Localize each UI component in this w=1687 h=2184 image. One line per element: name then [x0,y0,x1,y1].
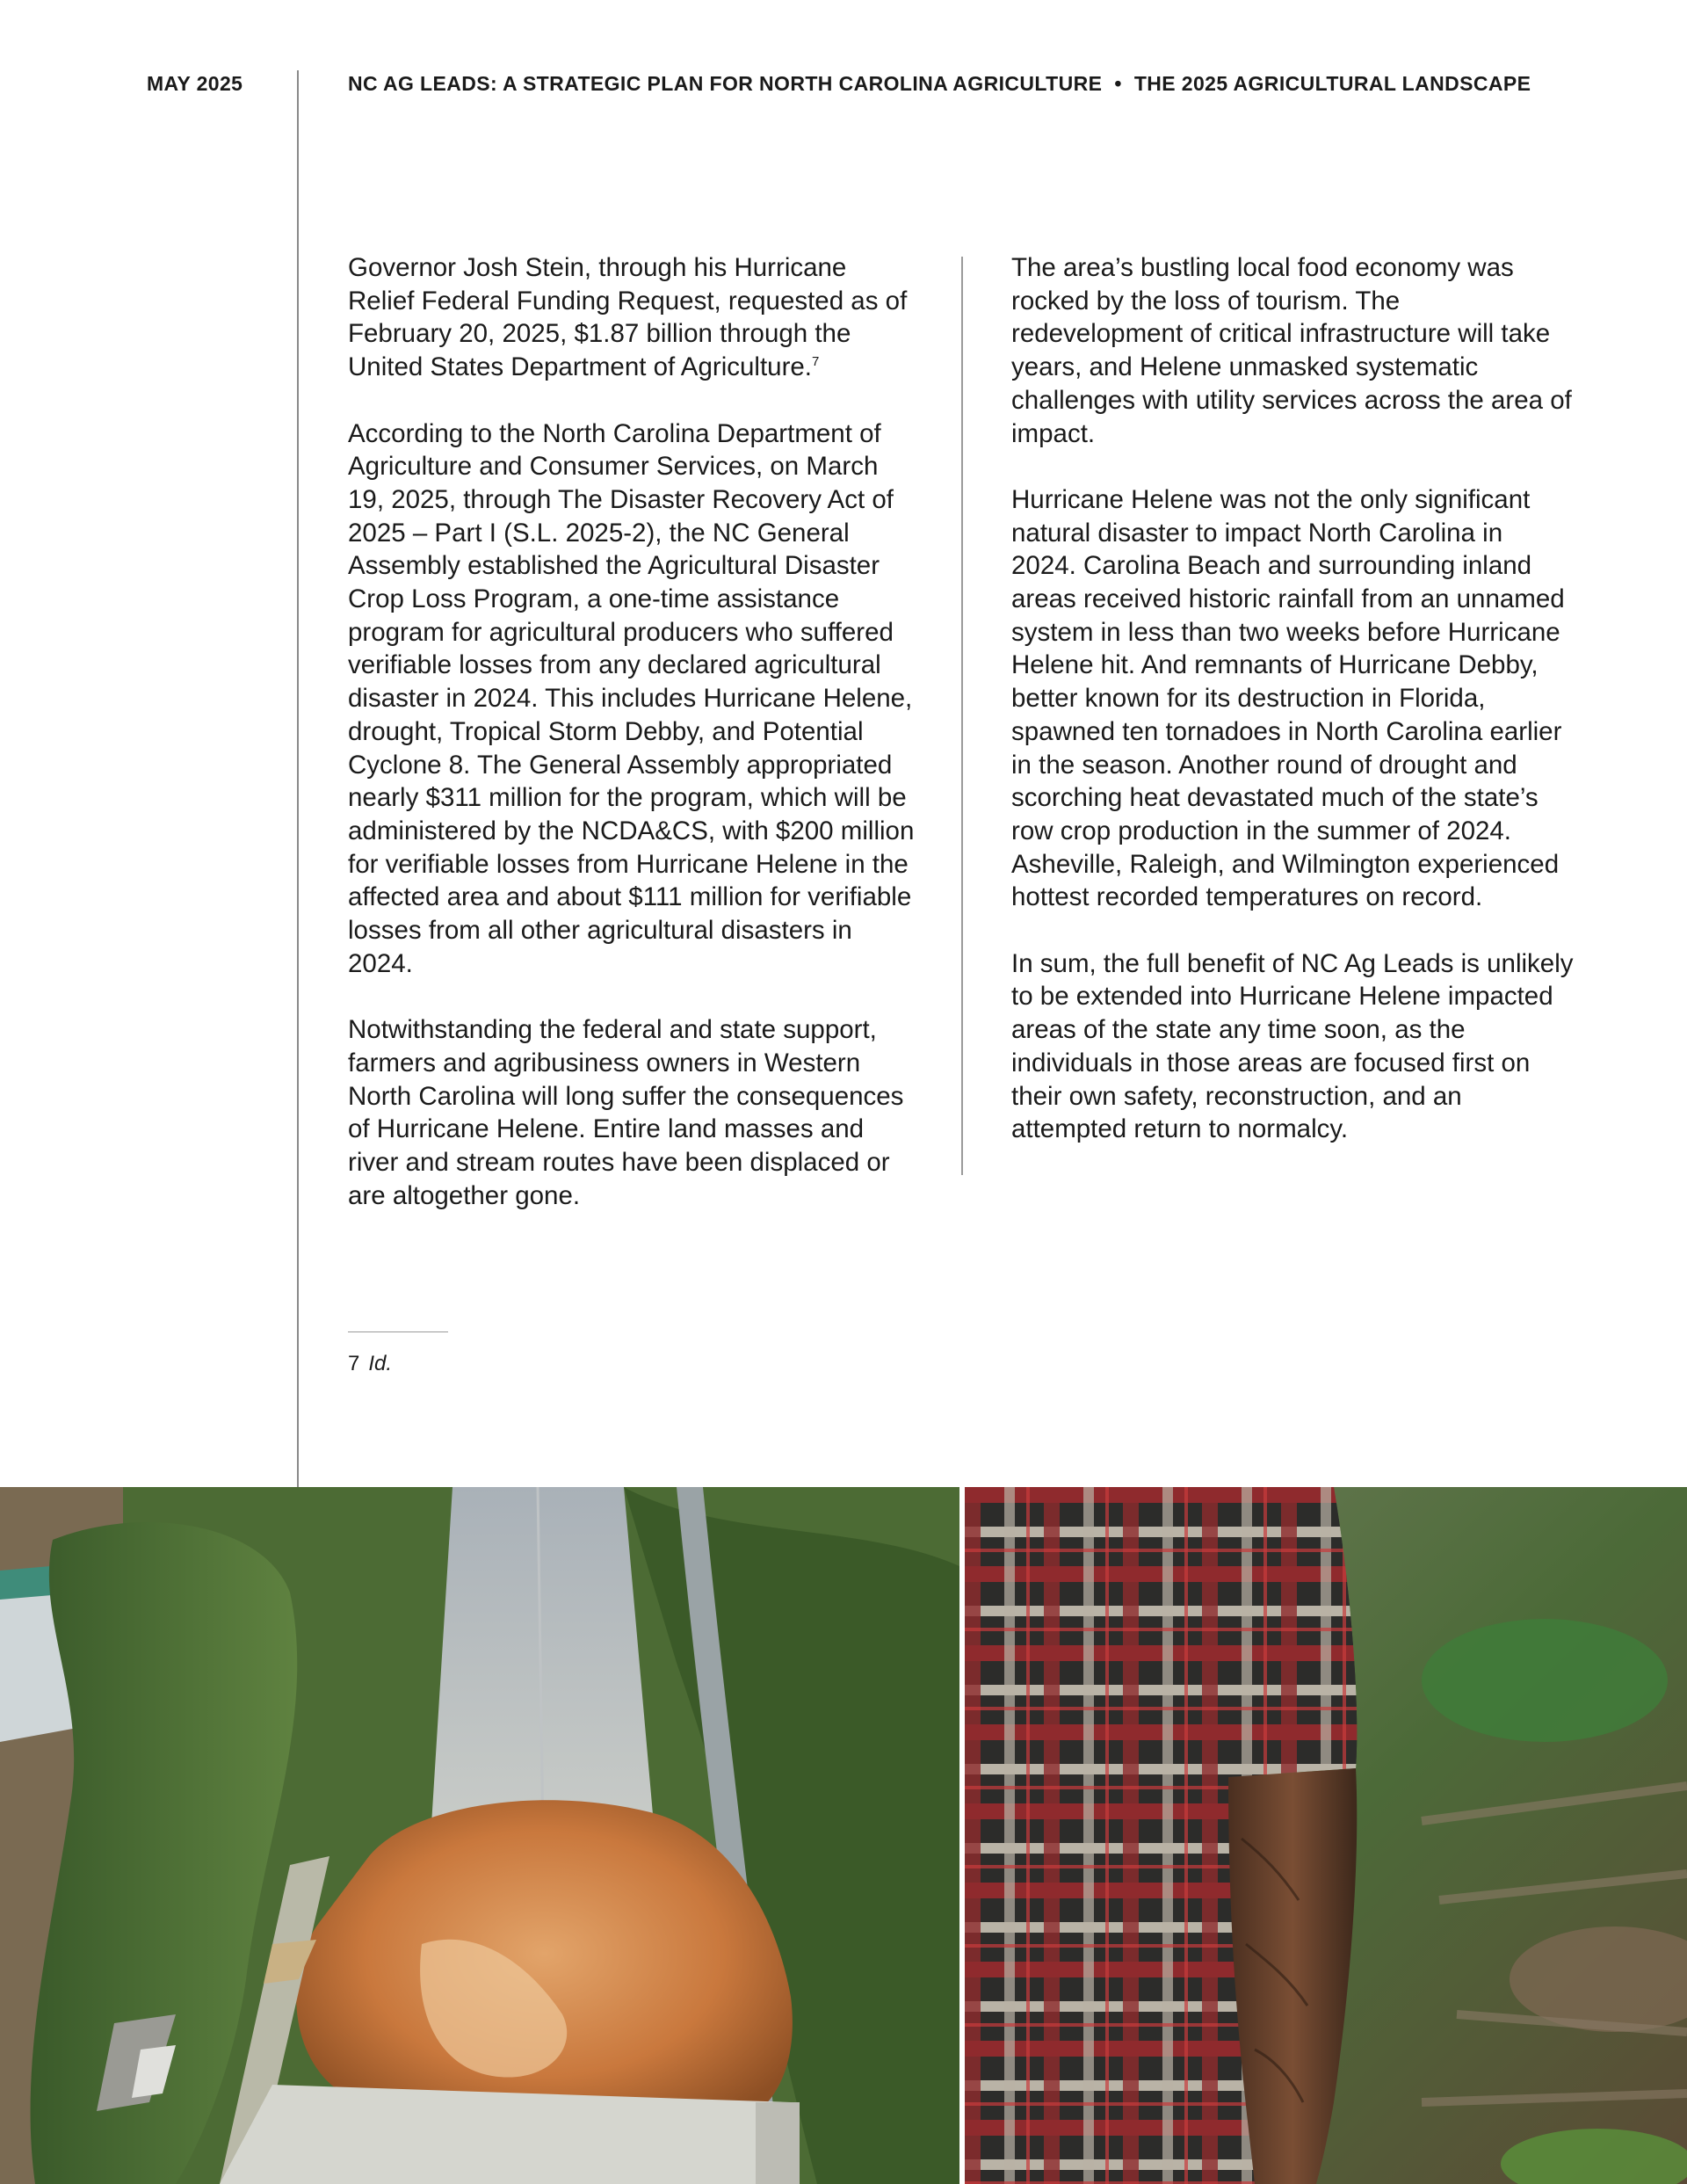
paragraph: Hurricane Helene was not the only significant natural disaster to impact North Carolina in 2024. Carolina Beach and surrounding inland areas received historic rainfall from an unnamed system in less than two weeks before Hurricane Helene hit. And remnants of Hurricane Debby, better known for its destruction in Florida, spawned ten tornadoes in North Carolina earlier in the season. Another round of drought and scorching heat devastated much of the state’s row crop production in the summer of 2024. Asheville, Raleigh, and Wilmington experienced hottest recorded temperatures on record. [1011,484,1565,912]
right-column [1011,251,1574,1179]
left-column [348,251,919,1245]
footnote [348,1352,392,1376]
paragraph: Notwithstanding the federal and state support, farmers and agribusiness owners in Western North Carolina will long suffer the consequences of Hurricane Helene. Entire land masses and river and stream routes have been displaced or are altogether gone. [348,1015,904,1210]
footnote-text: Id. [368,1352,393,1375]
paragraph [348,251,919,384]
column-divider [961,257,963,1175]
running-head [348,72,1578,96]
paragraph-text: Governor Josh Stein, through his Hurricane Relief Federal Funding Request, requested as of February 20, 2025, $1.87 billion through the United States Department of Agriculture. [348,253,908,382]
photo-farmer-plaid-shirt [965,1487,1687,2184]
header-separator: • [1114,72,1122,95]
page-date: MAY 2025 [147,72,243,95]
footnote-reference[interactable]: 7 [812,354,820,370]
footnote-rule [348,1331,448,1332]
paragraph: In sum, the full benefit of NC Ag Leads is unlikely to be extended into Hurricane Helene impacted areas of the state any time soon, as the individuals in those areas are focused first on their own safety, reconstruction, and an attempted return to normalcy. [1011,948,1574,1144]
paragraph: According to the North Carolina Department of Agriculture and Consumer Services, on March 19, 2025, through The Disaster Recovery Act of 2025 – Part I (S.L. 2025-2), the NC General Assembly established the Agricultural Disaster Crop Loss Program, a one-time assistance program for agricultural producers who suffered verifiable losses from any declared agricultural disaster in 2024. This includes Hurricane Helene, drought, Tropical Storm Debby, and Potential Cyclone 8. The General Assembly appropriated nearly $311 million for the program, which will be administered by the NCDA&CS, with $200 million for verifiable losses from Hurricane Helene in the affected area and about $111 million for verifiable losses from all other agricultural disasters in 2024. [348,418,915,978]
section-title: THE 2025 AGRICULTURAL LANDSCAPE [1133,72,1531,95]
footnote-number: 7 [348,1352,360,1375]
margin-rule [297,70,299,1487]
paragraph: The area’s bustling local food economy was rocked by the loss of tourism. The redevelopment of critical infrastructure will take years, and Helene unmasked systematic challenges with utility services across the area of impact. [1011,253,1572,448]
farmer-illustration [965,1487,1687,2184]
report-title: NC AG LEADS: A STRATEGIC PLAN FOR NORTH CAROLINA AGRICULTURE [348,72,1103,95]
road-washout-illustration [0,1487,959,2184]
photo-road-washout [0,1487,959,2184]
